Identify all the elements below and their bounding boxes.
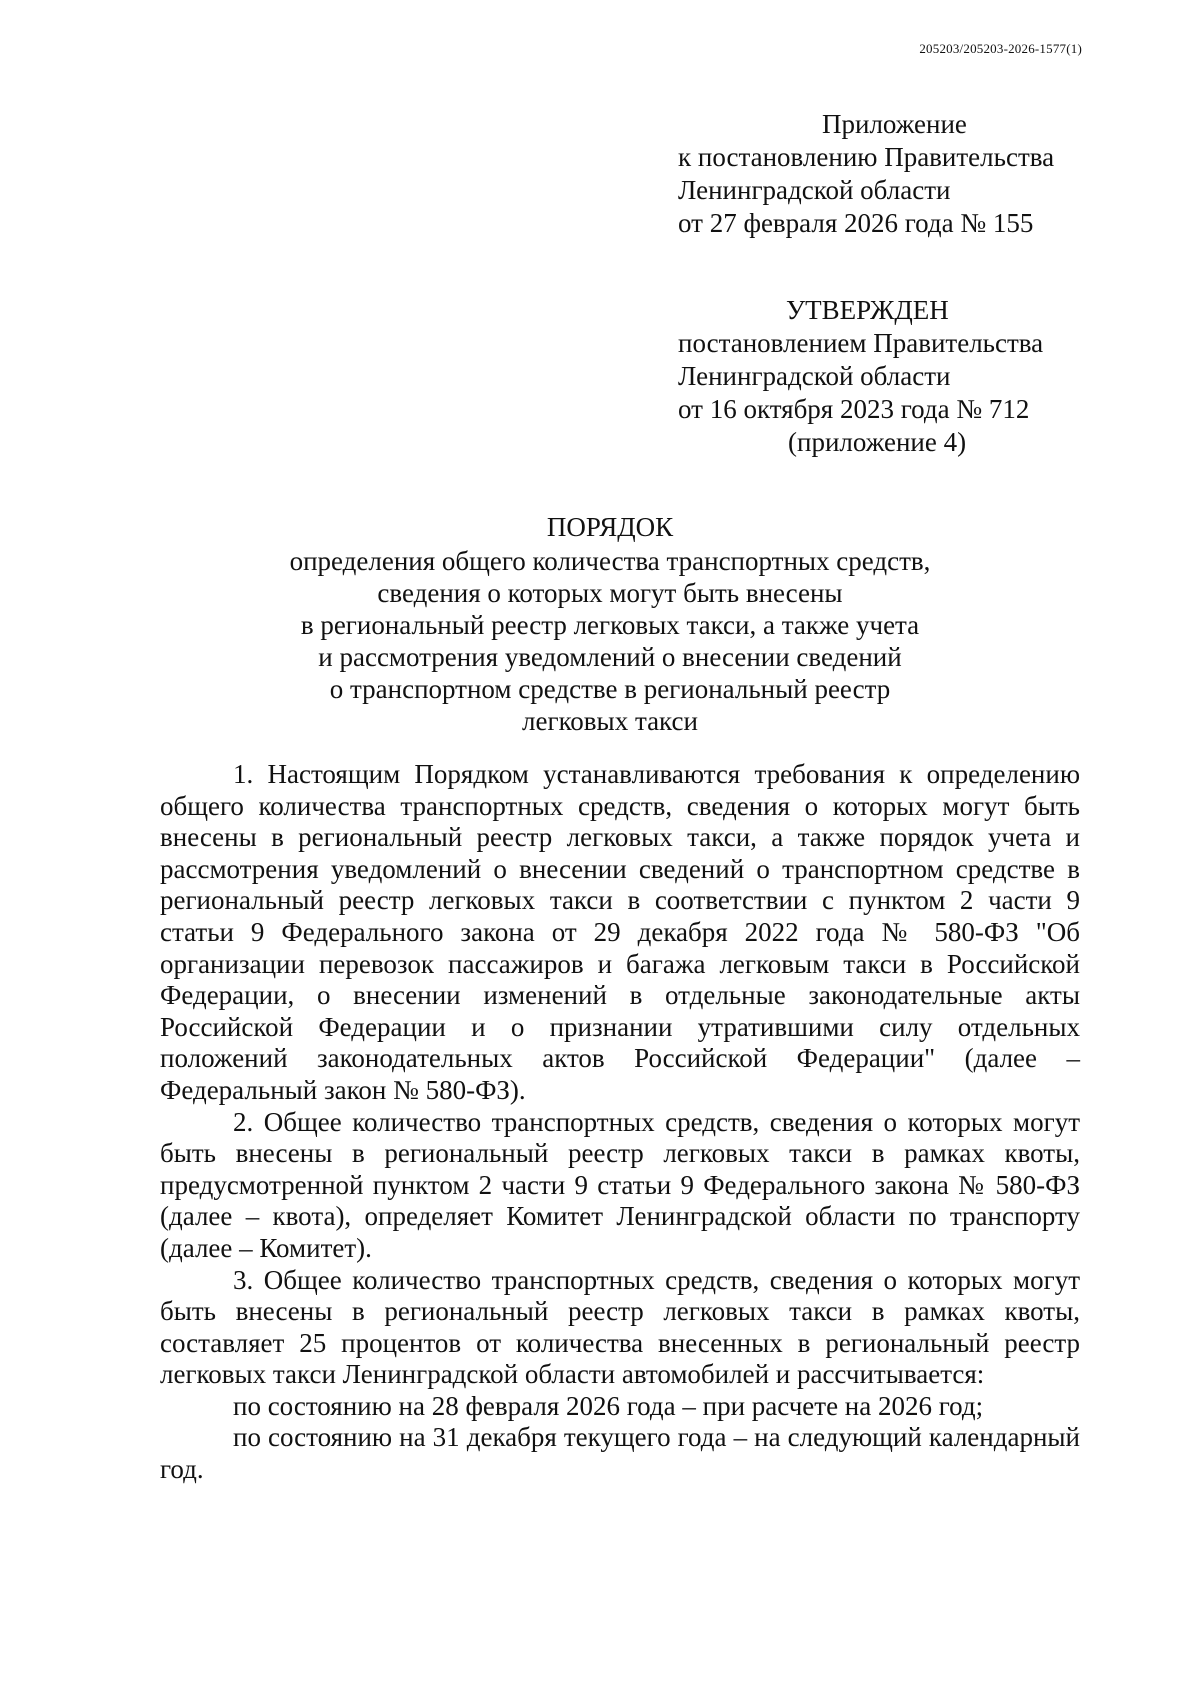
document-subtitle-line: сведения о которых могут быть внесены (377, 578, 843, 608)
document-title (200, 511, 1020, 737)
document-subtitle-line: и рассмотрения уведомлений о внесении сведений (318, 642, 902, 672)
appendix-line: от 27 февраля 2026 года № 155 (678, 208, 1034, 238)
document-subtitle-line: в региональный реестр легковых такси, а также учета (300, 610, 920, 640)
approved-heading: УТВЕРЖДЕН (786, 295, 949, 325)
approved-line: Ленинградской области (678, 361, 951, 391)
paragraph-1: 1. Настоящим Порядком устанавливаются требования к определению общего количества транспортных средств, сведения о которых могут быть внесены в региональный реестр легковых такси, а также порядок учета и рассмотрения уведомлений о внесении сведений о транспортном средстве в региональный реестр легковых такси в соответствии с пунктом 2 части 9 статьи 9 Федерального закона от 29 декабря 2022 года № 580-ФЗ "Об организации перевозок пассажиров и багажа легковым такси в Российской Федерации, о внесении изменений в отдельные законодательные акты Российской Федерации и о признании утратившими силу отдельных положений законодательных актов Российской Федерации" (далее – Федеральный закон № 580-ФЗ). (160, 759, 1080, 1105)
document-subtitle-line: определения общего количества транспортных средств, (289, 546, 931, 576)
document-title-main: ПОРЯДОК (546, 512, 674, 542)
appendix-line: Ленинградской области (678, 175, 951, 205)
paragraph-3-item-2: по состоянию на 31 декабря текущего года – на следующий календарный год. (160, 1422, 1080, 1485)
paragraph-3-item-1: по состоянию на 28 февраля 2026 года – при расчете на 2026 год; (233, 1390, 984, 1421)
approved-block (678, 294, 1043, 459)
appendix-block (678, 108, 1054, 240)
approved-line: постановлением Правительства (678, 328, 1044, 358)
document-subtitle-line: легковых такси (522, 706, 698, 736)
document-subtitle-line: о транспортном средстве в региональный реестр (329, 674, 891, 704)
document-body (160, 759, 1080, 1486)
paragraph-2: 2. Общее количество транспортных средств, сведения о которых могут быть внесены в региональный реестр легковых такси в рамках квоты, предусмотренной пунктом 2 части 9 статьи 9 Федерального закона № 580-ФЗ (далее – квота), определяет Комитет Ленинградской области по транспорту (далее – Комитет). (160, 1106, 1080, 1263)
appendix-heading: Приложение (822, 109, 967, 139)
paragraph-3: 3. Общее количество транспортных средств, сведения о которых могут быть внесены в региональный реестр легковых такси в рамках квоты, составляет 25 процентов от количества внесенных в региональный реестр легковых такси Ленинградской области автомобилей и рассчитывается: (160, 1264, 1080, 1390)
appendix-line: к постановлению Правительства (678, 142, 1055, 172)
approved-appendix-note: (приложение 4) (788, 427, 967, 457)
approved-line: от 16 октября 2023 года № 712 (678, 394, 1030, 424)
document-id: 205203/205203-2026-1577(1) (919, 41, 1082, 56)
